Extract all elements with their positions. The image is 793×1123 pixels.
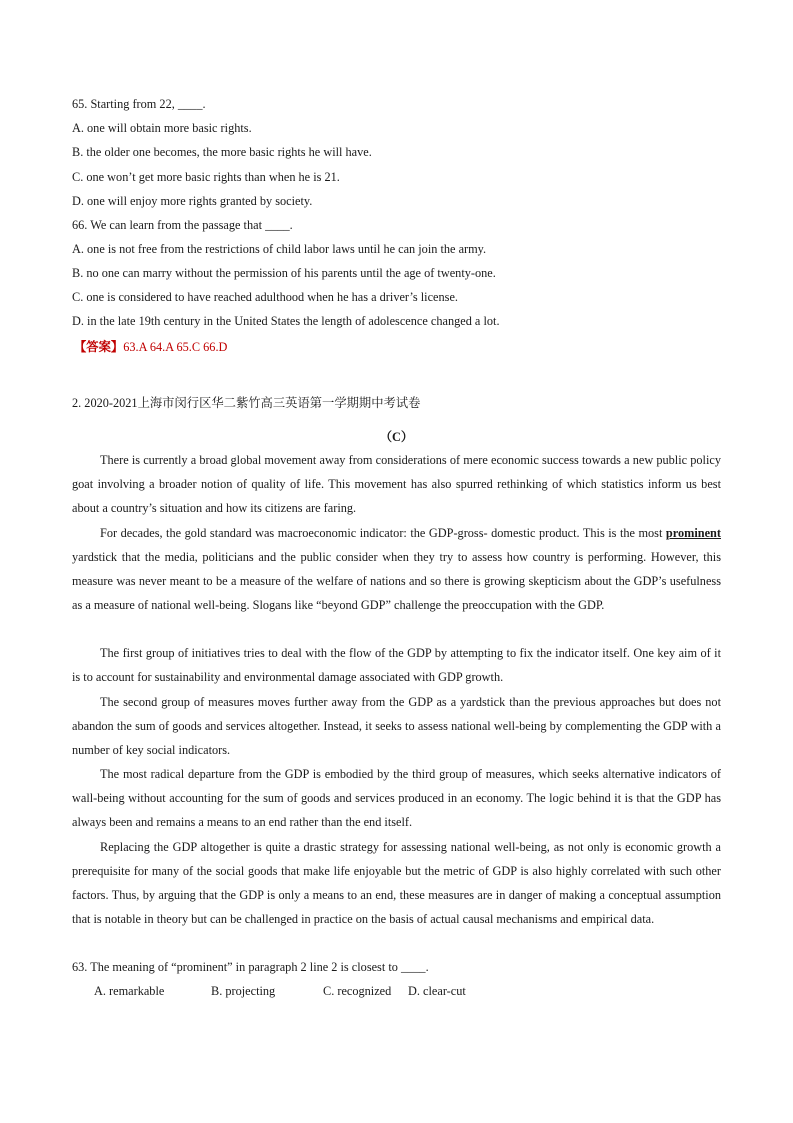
q65-option-c: C. one won’t get more basic rights than when he is 21.	[72, 170, 340, 184]
answer-text: 63.A 64.A 65.C 66.D	[123, 340, 228, 354]
q63-option-a: A. remarkable	[94, 984, 165, 998]
passage-paragraph-5: The most radical departure from the GDP is embodied by the third group of measures, which seeks alternative indicators of wall-being without accounting for the sum of goods and services produced in an economy. The logic behind it is that the GDP has always been and remains a means to an end rather than the end itself.	[72, 767, 721, 830]
passage-paragraph-3: The first group of initiatives tries to deal with the flow of the GDP by attempting to fix the indicator itself. One key aim of it is to account for sustainability and environmental damage associated with GDP growth.	[72, 646, 721, 685]
q66-stem: 66. We can learn from the passage that ____.	[72, 218, 293, 232]
q65-option-d: D. one will enjoy more rights granted by society.	[72, 194, 313, 208]
keyword-prominent: prominent	[665, 526, 721, 540]
q63-option-c: C. recognized	[323, 984, 392, 998]
section-title: （C）	[379, 430, 414, 444]
q65-stem: 65. Starting from 22, ____.	[72, 97, 206, 111]
q65-option-b: B. the older one becomes, the more basic rights he will have.	[72, 145, 372, 159]
answer-label: 【答案】	[74, 340, 124, 354]
q66-option-c: C. one is considered to have reached adulthood when he has a driver’s license.	[72, 290, 458, 304]
q63-option-b: B. projecting	[211, 984, 276, 998]
q66-option-b: B. no one can marry without the permission of his parents until the age of twenty-one.	[72, 266, 496, 280]
q66-option-d: D. in the late 19th century in the United States the length of adolescence changed a lot.	[72, 314, 500, 328]
q63-stem: 63. The meaning of “prominent” in paragraph 2 line 2 is closest to ____.	[72, 960, 429, 974]
passage-paragraph-1: There is currently a broad global movement away from considerations of mere economic success towards a new public policy goat involving a broader notion of quality of life. This movement has also spurred rethinking of which statistics inform us best about a country’s situation and how its citizens are faring.	[72, 453, 721, 516]
passage-paragraph-2	[72, 521, 721, 617]
passage-paragraph-2-end: yardstick that the media, politicians and the public consider when they try to assess how country is performing. However, this measure was never meant to be a measure of the welfare of nations and so there is growing skepticism about the GDP’s usefulness as a measure of national well-being. Slogans like “beyond GDP” challenge the preoccupation with the GDP.	[72, 550, 721, 613]
passage-paragraph-4: The second group of measures moves further away from the GDP as a yardstick than the previous approaches but does not abandon the sum of goods and services altogether. Instead, it seeks to assess national well-being by complementing the GDP with a number of key social indicators.	[72, 695, 721, 758]
passage-paragraph-6: Replacing the GDP altogether is quite a drastic strategy for assessing national well-being, as not only is economic growth a prerequisite for many of the social goods that make life enjoyable but the metric of GDP is also highly correlated with such other factors. Thus, by arguing that the GDP is only a means to an end, these measures are in danger of making a conceptual assumption that is notable in theory but can be challenged in practice on the basis of actual causal mechanisms and empirical data.	[72, 840, 721, 927]
source-title: 2. 2020-2021上海市闵行区华二紫竹高三英语第一学期期中考试卷	[72, 396, 421, 410]
q66-option-a: A. one is not free from the restrictions of child labor laws until he can join the army.	[72, 242, 487, 256]
passage-paragraph-2-start: For decades, the gold standard was macroeconomic indicator: the GDP-gross- domestic product. This is the most	[100, 526, 666, 540]
answer-key	[74, 339, 227, 355]
q63-option-d: D. clear-cut	[408, 984, 466, 998]
q65-option-a: A. one will obtain more basic rights.	[72, 121, 252, 135]
